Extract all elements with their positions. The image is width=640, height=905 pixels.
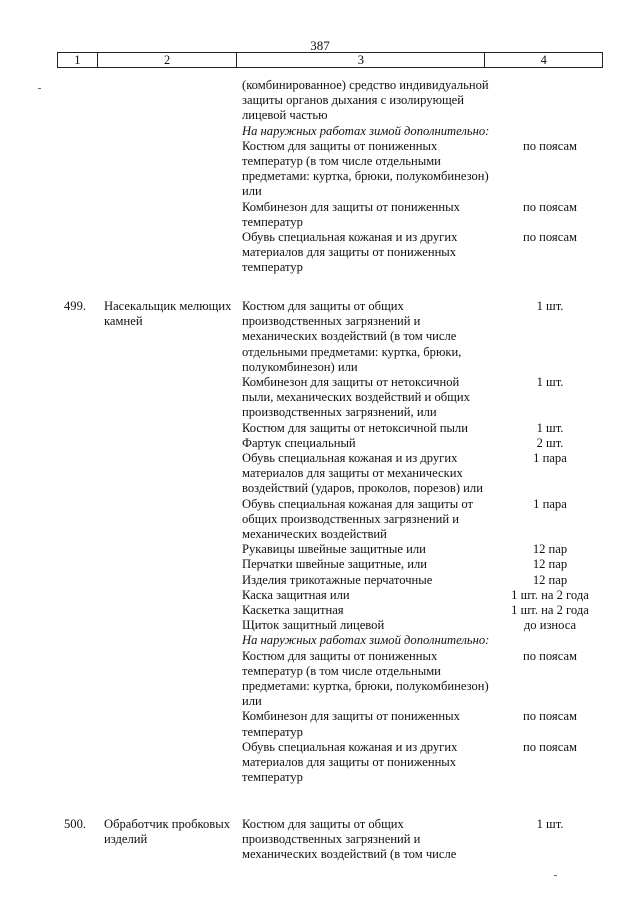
header-cell-4: 4 [540,53,547,67]
item-text: Костюм для защиты от общих производственных загрязнений и механических воздействий (в том числе [242,817,457,862]
list-item [242,199,578,230]
item-text: Комбинезон для защиты от пониженных температур [242,199,460,229]
header-cell-3: 3 [237,53,485,67]
item-text: На наружных работах зимой дополнительно: [242,123,490,138]
header-cell-2: 2 [98,53,237,67]
item-quantity: по поясам [522,230,578,245]
list-item [242,542,568,557]
entry-number: 499. [64,299,87,313]
entry-items [242,78,578,276]
entry-items [242,817,564,863]
item-quantity: по поясам [522,199,578,214]
item-quantity: 1 шт. на 2 года [511,603,589,618]
item-quantity: 1 шт. [536,375,564,390]
list-item [242,375,564,421]
list-item [242,603,589,618]
item-quantity: по поясам [522,739,578,754]
item-quantity: 1 шт. [536,420,564,435]
list-item [242,648,578,710]
scan-speck [38,88,41,89]
list-item [242,817,564,863]
item-text: Каскетка защитная [242,603,344,618]
list-item [242,138,578,200]
list-item [242,496,567,543]
list-item [242,618,577,633]
item-text: Обувь специальная кожаная и из других материалов для защиты от пониженных температур [242,739,458,785]
item-quantity: 12 пар [532,572,568,587]
entry-items [242,299,589,786]
item-text: Перчатки швейные защитные, или [242,557,427,572]
item-quantity: до износа [523,618,577,633]
item-text: Обувь специальная кожаная и из других материалов для защиты от пониженных температур [242,230,458,275]
list-item [242,739,578,786]
item-text: Костюм для защиты от пониженных температур (в том числе отдельными предметами: куртка, брюки, полукомбинезон) или [242,648,489,709]
list-item [242,78,492,124]
list-item-section-note [242,124,492,139]
list-item [242,299,564,375]
item-text: Костюм для защиты от пониженных температур (в том числе отдельными предметами: куртка, брюки, полукомбинезон) или [242,138,489,199]
item-text: Фартук специальный [242,435,356,450]
entry-number: 500. [64,817,87,831]
item-text: Комбинезон для защиты от пониженных температур [242,709,460,739]
item-quantity: 1 шт. [536,299,564,313]
list-item [242,435,564,451]
item-text: Обувь специальная кожаная и из других материалов для защиты от механических воздействий (ударов, проколов, порезов) или [242,451,483,496]
list-item [242,451,567,497]
table-header-row [57,52,603,68]
list-item [242,572,568,588]
scan-speck [554,875,557,876]
list-item-section-note [242,633,492,648]
item-text: Изделия трикотажные перчаточные [242,572,433,587]
list-item [242,420,564,436]
item-quantity: по поясам [522,138,578,153]
item-quantity: 1 пара [533,451,567,466]
item-text: Щиток защитный лицевой [242,618,385,633]
item-text: Обувь специальная кожаная для защиты от общих производственных загрязнений и механических воздействий [242,496,473,542]
header-cell-1: 1 [58,53,98,67]
item-quantity: 12 пар [532,542,568,557]
item-quantity: 1 шт. на 2 года [511,587,589,602]
item-text: Комбинезон для защиты от нетоксичной пыли, механических воздействий и общих производственных загрязнений, или [242,375,470,420]
item-quantity: 2 шт. [536,435,564,450]
item-text: Каска защитная или [242,587,350,602]
item-text: (комбинированное) средство индивидуальной защиты органов дыхания с изолирующей лицевой частью [242,78,489,123]
list-item [242,587,589,603]
item-text: На наружных работах зимой дополнительно: [242,633,490,648]
page-number: 387 [310,38,330,53]
list-item [242,557,568,572]
item-quantity: по поясам [522,709,578,724]
item-text: Костюм для защиты от нетоксичной пыли [242,420,468,435]
item-quantity: 1 шт. [536,817,564,831]
list-item [242,709,578,739]
list-item [242,230,578,276]
item-quantity: по поясам [522,648,578,663]
item-text: Рукавицы швейные защитные или [242,542,426,557]
entry-profession: Насекальщик мелющих камней [104,299,232,329]
item-quantity: 12 пар [532,557,568,572]
item-quantity: 1 пара [533,496,567,511]
item-text: Костюм для защиты от общих производственных загрязнений и механических воздействий (в том числе отдельными предметами: куртка, брюки, полукомбинезон) или [242,299,462,374]
entry-profession: Обработчик пробковых изделий [104,817,230,847]
